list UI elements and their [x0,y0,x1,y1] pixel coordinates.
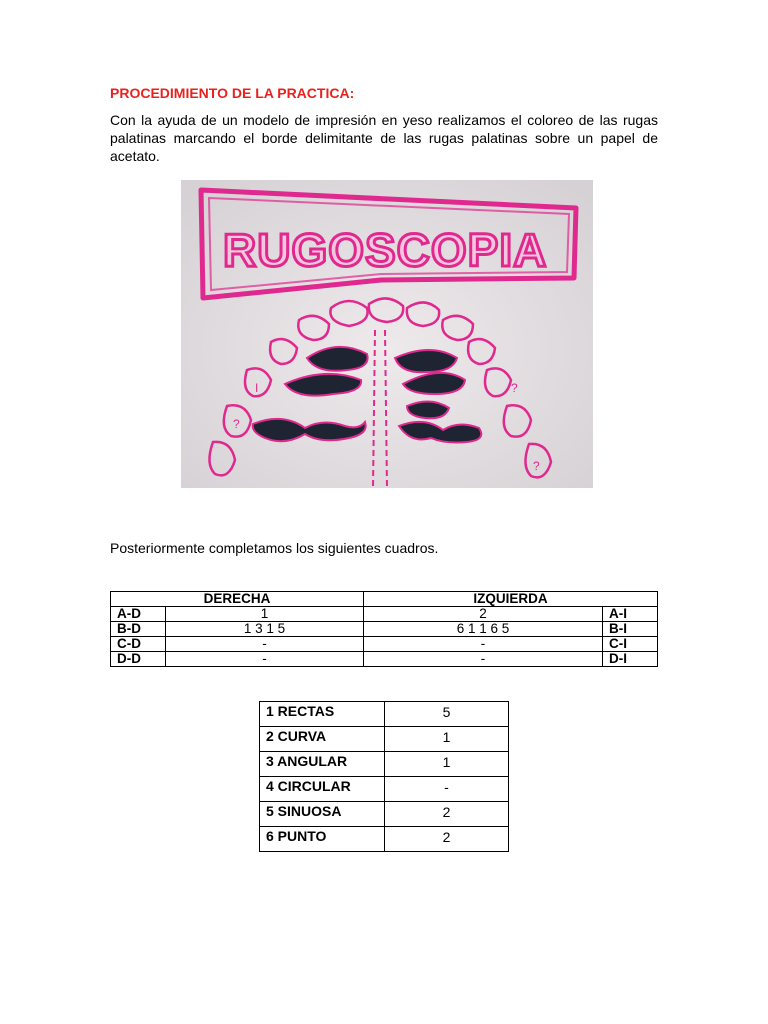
table-row [260,702,509,727]
type-label: 6 PUNTO [260,827,385,852]
row-value-right: - [363,637,602,652]
section-heading: PROCEDIMIENTO DE LA PRACTICA: [110,85,355,101]
rugae-side-table [110,591,658,667]
table-row [260,727,509,752]
table-header-row [111,592,658,607]
row-label-right: D-I [603,652,658,667]
header-izquierda: IZQUIERDA [363,592,657,607]
svg-text:?: ? [511,381,518,395]
type-count: - [385,777,509,802]
photo-title-text: RUGOSCOPIA [223,224,548,276]
row-value-left: - [166,652,364,667]
type-label: 5 SINUOSA [260,802,385,827]
table-row [260,802,509,827]
table-row [260,752,509,777]
type-label: 4 CIRCULAR [260,777,385,802]
row-label-right: B-I [603,622,658,637]
type-label: 2 CURVA [260,727,385,752]
row-label-left: C-D [111,637,166,652]
type-count: 2 [385,802,509,827]
type-label: 3 ANGULAR [260,752,385,777]
row-value-left: 1 3 1 5 [166,622,364,637]
table-row [111,652,658,667]
table-row [111,622,658,637]
row-label-left: B-D [111,622,166,637]
row-value-left: 1 [166,607,364,622]
table-row [111,637,658,652]
type-label: 1 RECTAS [260,702,385,727]
row-label-left: A-D [111,607,166,622]
photo-title [223,224,547,276]
row-value-right: - [363,652,602,667]
followup-text: Posteriormente completamos los siguientes cuadros. [110,540,439,556]
type-count: 5 [385,702,509,727]
type-count: 2 [385,827,509,852]
table-row [111,607,658,622]
row-label-left: D-D [111,652,166,667]
row-value-right: 6 1 1 6 5 [363,622,602,637]
row-value-left: - [166,637,364,652]
rugae-type-table [259,701,509,852]
intro-paragraph: Con la ayuda de un modelo de impresión en yeso realizamos el coloreo de las rugas palatinas marcando el borde delimitante de las rugas palatinas sobre un papel de acetato. [110,112,658,164]
svg-text:I: I [255,381,259,395]
row-label-right: A-I [603,607,658,622]
type-count: 1 [385,727,509,752]
header-derecha: DERECHA [111,592,364,607]
row-value-right: 2 [363,607,602,622]
table-row [260,777,509,802]
svg-text:?: ? [233,417,240,431]
row-label-right: C-I [603,637,658,652]
table-row [260,827,509,852]
rugoscopia-photo [181,180,593,488]
type-count: 1 [385,752,509,777]
svg-text:?: ? [533,459,540,473]
